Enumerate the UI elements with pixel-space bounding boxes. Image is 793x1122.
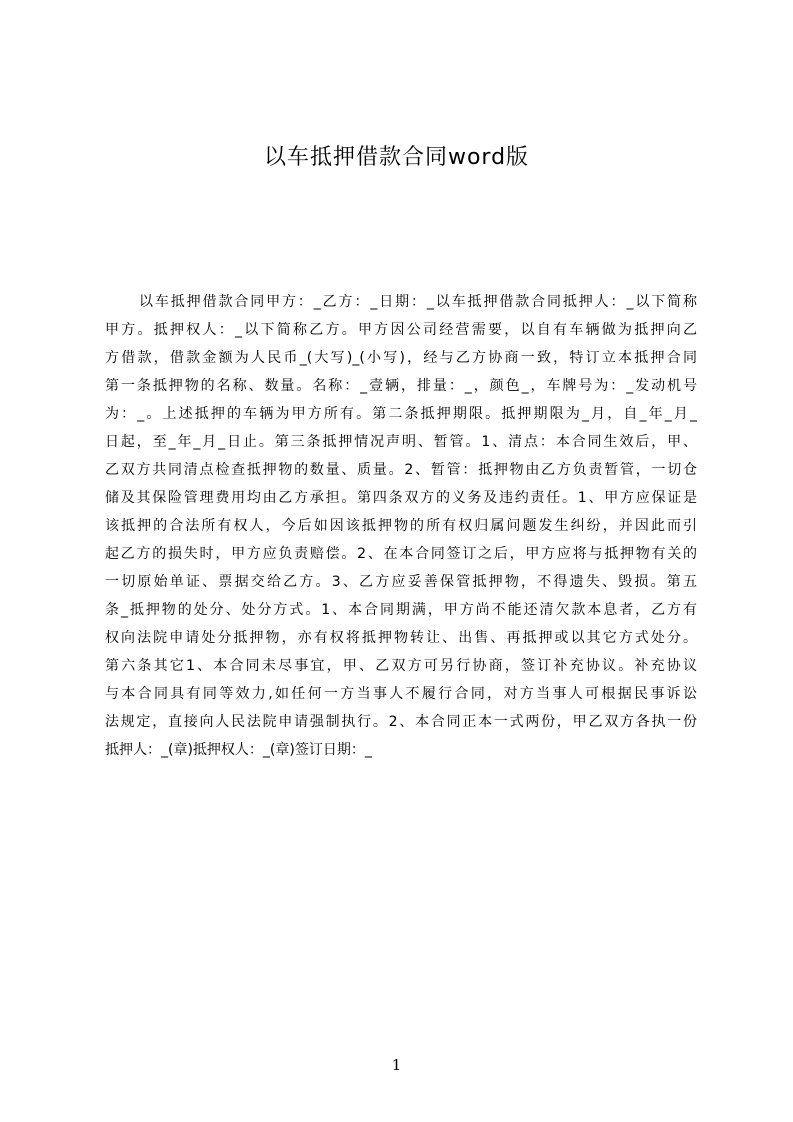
body-line-14: 第六条其它1、本合同未尽事宜，甲、乙双方可另行协商，签订补充协议。补充协议 <box>105 658 697 674</box>
body-line-13: 权向法院申请处分抵押物，亦有权将抵押物转让、出售、再抵押或以其它方式处分。 <box>105 630 697 646</box>
body-line-15: 与本合同具有同等效力,如任何一方当事人不履行合同，对方当事人可根据民事诉讼 <box>105 686 697 702</box>
body-line-10: 起乙方的损失时，甲方应负责赔偿。2、在本合同签订之后，甲方应将与抵押物有关的 <box>105 546 697 562</box>
body-line-6: 日起，至_年_月_日止。第三条抵押情况声明、暂管。1、清点：本合同生效后，甲、 <box>105 434 697 450</box>
document-title: 以车抵押借款合同word版 <box>263 145 530 170</box>
body-line-12: 条_抵押物的处分、处分方式。1、本合同期满，甲方尚不能还清欠款本息者，乙方有 <box>105 602 697 618</box>
body-line-2: 甲方。抵押权人：_以下简称乙方。甲方因公司经营需要，以自有车辆做为抵押向乙 <box>105 322 697 338</box>
body-line-16: 法规定，直接向人民法院申请强制执行。2、本合同正本一式两份，甲乙双方各执一份 <box>105 714 697 730</box>
body-line-11: 一切原始单证、票据交给乙方。3、乙方应妥善保管抵押物，不得遗失、毁损。第五 <box>105 574 697 590</box>
body-line-7: 乙双方共同清点检查抵押物的数量、质量。2、暂管：抵押物由乙方负责暂管，一切仓 <box>105 462 697 478</box>
body-line-5: 为：_。上述抵押的车辆为甲方所有。第二条抵押期限。抵押期限为_月，自_年_月_ <box>105 406 697 422</box>
body-line-1: 以车抵押借款合同甲方：_乙方：_日期：_以车抵押借款合同抵押人：_以下简称 <box>139 294 697 310</box>
body-line-9: 该抵押的合法所有权人，今后如因该抵押物的所有权归属问题发生纠纷，并因此而引 <box>105 518 697 534</box>
body-line-4: 第一条抵押物的名称、数量。名称：_壹辆，排量：_，颜色_，车牌号为：_发动机号 <box>105 378 697 394</box>
signature-line: 抵押人：_(章)抵押权人：_(章)签订日期：_ <box>105 742 372 758</box>
body-line-8: 储及其保险管理费用均由乙方承担。第四条双方的义务及违约责任。1、甲方应保证是 <box>105 490 697 506</box>
page-number: 1 <box>391 1056 402 1074</box>
body-line-3: 方借款，借款金额为人民币_(大写)_(小写)，经与乙方协商一致，特订立本抵押合同 <box>105 350 697 366</box>
contract-body <box>105 288 697 764</box>
